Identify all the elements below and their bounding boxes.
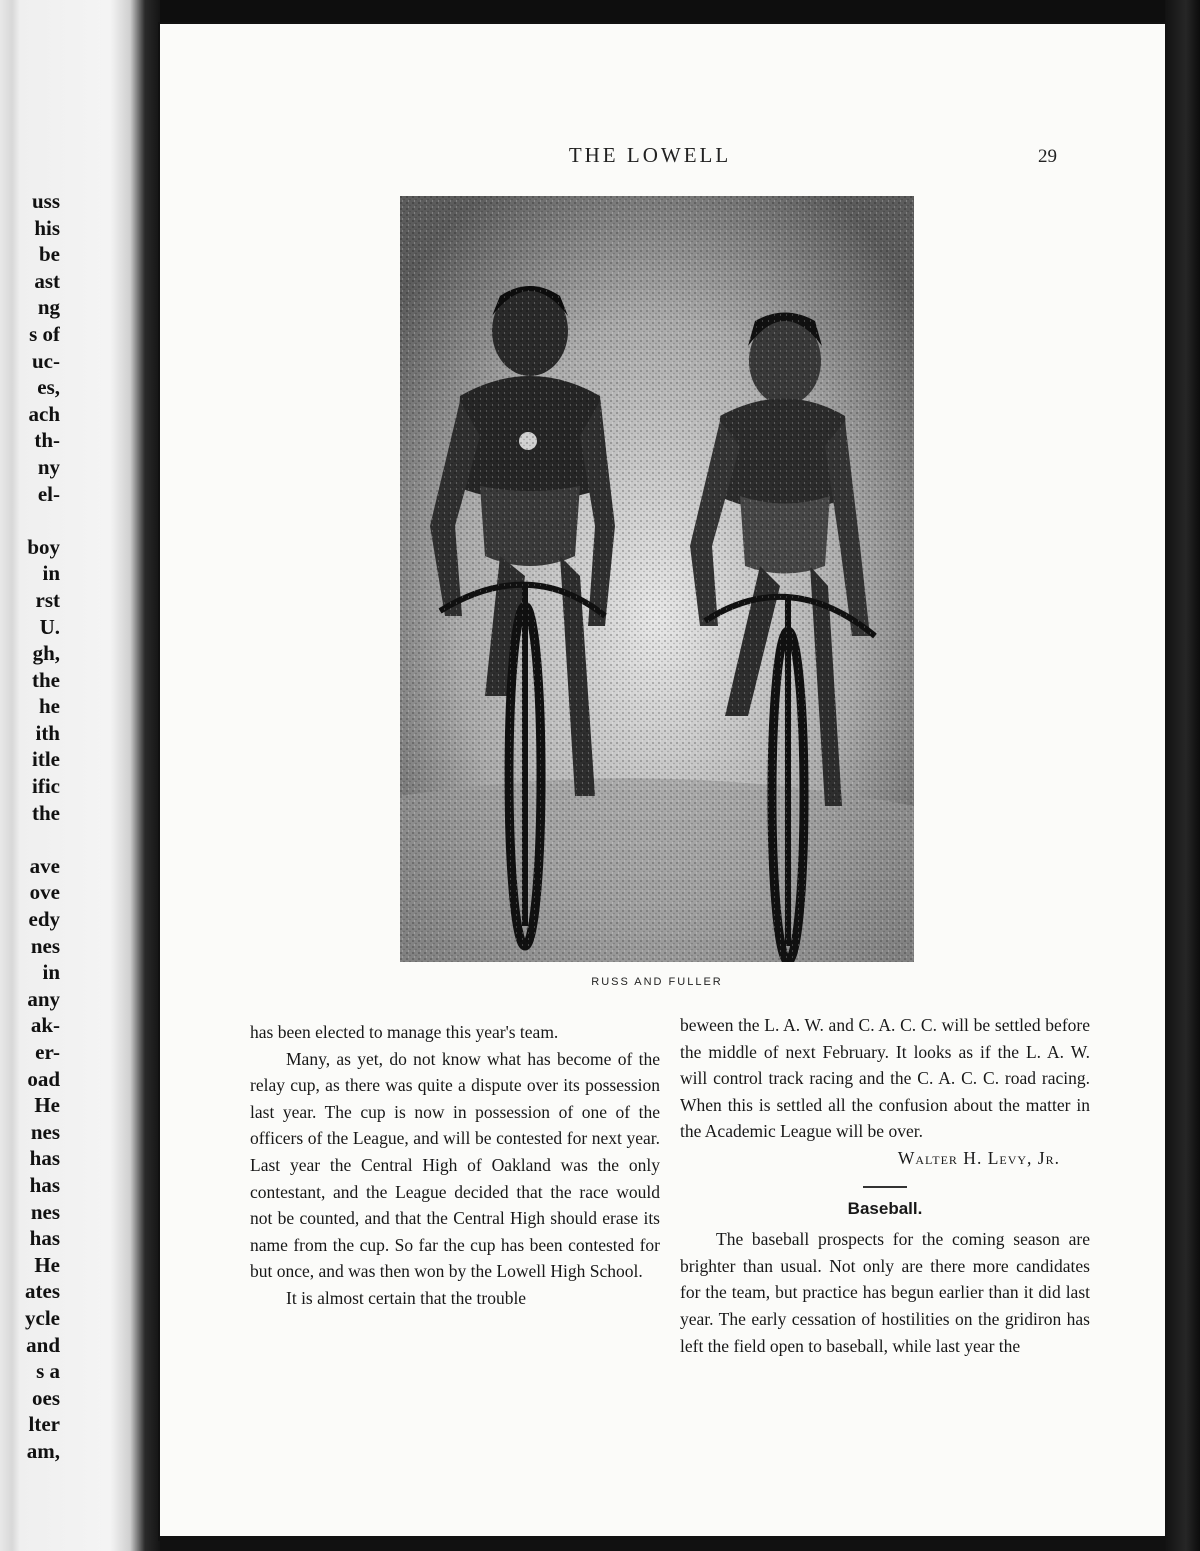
margin-fragment: nes (30, 933, 60, 958)
paragraph: Many, as yet, do not know what has become of the relay cup, as there was quite a dispute over its possession last year. The cup is now in possession of one of the officers of the League, and will be contested for next year. Last year the Central High of Oakland was the only contestant, and the League decided that the race would not be counted, and that the Central High should erase its name from the cup. So far the cup has been contested for but once, and was then won by the Lowell High School. (250, 1048, 660, 1282)
margin-fragment: el- (37, 481, 60, 506)
margin-fragment: ates (25, 1279, 60, 1304)
margin-fragment: ycle (25, 1305, 60, 1330)
margin-fragment: uss (31, 189, 60, 213)
margin-fragment: He (34, 1252, 60, 1277)
facing-page-fragments (0, 188, 60, 1465)
margin-fragment: ove (29, 880, 60, 905)
margin-fragment: es, (37, 375, 60, 400)
margin-fragment: the (32, 667, 60, 692)
margin-fragment: in (42, 960, 60, 985)
margin-fragment: and (26, 1332, 60, 1357)
paragraph: has been elected to manage this year's team. (250, 1022, 559, 1042)
margin-fragment: ific (32, 774, 60, 799)
page-number: 29 (1038, 146, 1057, 167)
section-divider (863, 1186, 907, 1188)
margin-fragment: U. (39, 614, 60, 639)
margin-fragment: has (29, 1146, 60, 1171)
margin-fragment: his (34, 215, 60, 240)
text-column-left (250, 1019, 660, 1312)
margin-fragment: the (32, 800, 60, 825)
margin-fragment: boy (27, 534, 60, 559)
margin-fragment: ng (37, 295, 60, 320)
section-title: Baseball. (847, 1198, 923, 1218)
margin-fragment: lter (28, 1412, 60, 1437)
cyclists-photo (400, 196, 914, 962)
margin-fragment: ave (29, 853, 60, 878)
margin-fragment: s of (29, 321, 60, 346)
margin-fragment: oes (32, 1385, 60, 1410)
margin-fragment: am, (26, 1438, 60, 1463)
margin-fragment: uc- (32, 348, 60, 373)
margin-fragment: itle (32, 747, 60, 772)
margin-fragment: nes (30, 1199, 60, 1224)
margin-fragment: nes (30, 1119, 60, 1144)
margin-fragment: oad (27, 1066, 60, 1091)
margin-fragment: has (29, 1226, 60, 1251)
margin-fragment: any (27, 986, 60, 1011)
margin-fragment: has (29, 1172, 60, 1197)
scan-bottom-edge (160, 1536, 1165, 1551)
paragraph: beween the L. A. W. and C. A. C. C. will be settled before the middle of next February. It looks as if the L. A. W. will control track racing and the C. A. C. C. road racing. When this is settled all the confusion about the matter in the Academic League will be over. (680, 1015, 1090, 1142)
margin-fragment: he (39, 694, 60, 719)
margin-fragment: rst (35, 587, 60, 612)
margin-fragment: th- (34, 428, 60, 453)
paragraph: The baseball prospects for the coming season are brighter than usual. Not only are there more candidates for the team, but practice has begun earlier than it did last year. The early cessation of hostilities on the gridiron has left the field open to baseball, while last year the (680, 1229, 1090, 1356)
paragraph: It is almost certain that the trouble (286, 1287, 527, 1308)
margin-fragment: ak- (30, 1013, 60, 1038)
margin-fragment (0, 826, 60, 853)
photo-caption: RUSS AND FULLER (591, 976, 723, 988)
scan-right-edge (1165, 0, 1200, 1551)
text-column-right (680, 1012, 1090, 1359)
margin-fragment: ith (35, 720, 60, 745)
margin-fragment: edy (28, 907, 60, 932)
margin-fragment: s a (36, 1359, 60, 1384)
cyclists-photo-illustration (400, 196, 914, 962)
margin-fragment: er- (35, 1040, 60, 1064)
margin-fragment: ny (37, 454, 60, 479)
margin-fragment (0, 507, 60, 534)
margin-fragment: in (42, 561, 60, 586)
margin-fragment: He (34, 1093, 60, 1118)
scan-top-edge (160, 0, 1165, 24)
margin-fragment: ach (28, 401, 60, 426)
margin-fragment: ast (34, 268, 60, 293)
margin-fragment: gh, (32, 641, 60, 666)
author-signature: Walter H. Levy, Jr. (897, 1147, 1060, 1168)
margin-fragment: be (39, 242, 60, 267)
running-head: THE LOWELL (568, 143, 732, 167)
